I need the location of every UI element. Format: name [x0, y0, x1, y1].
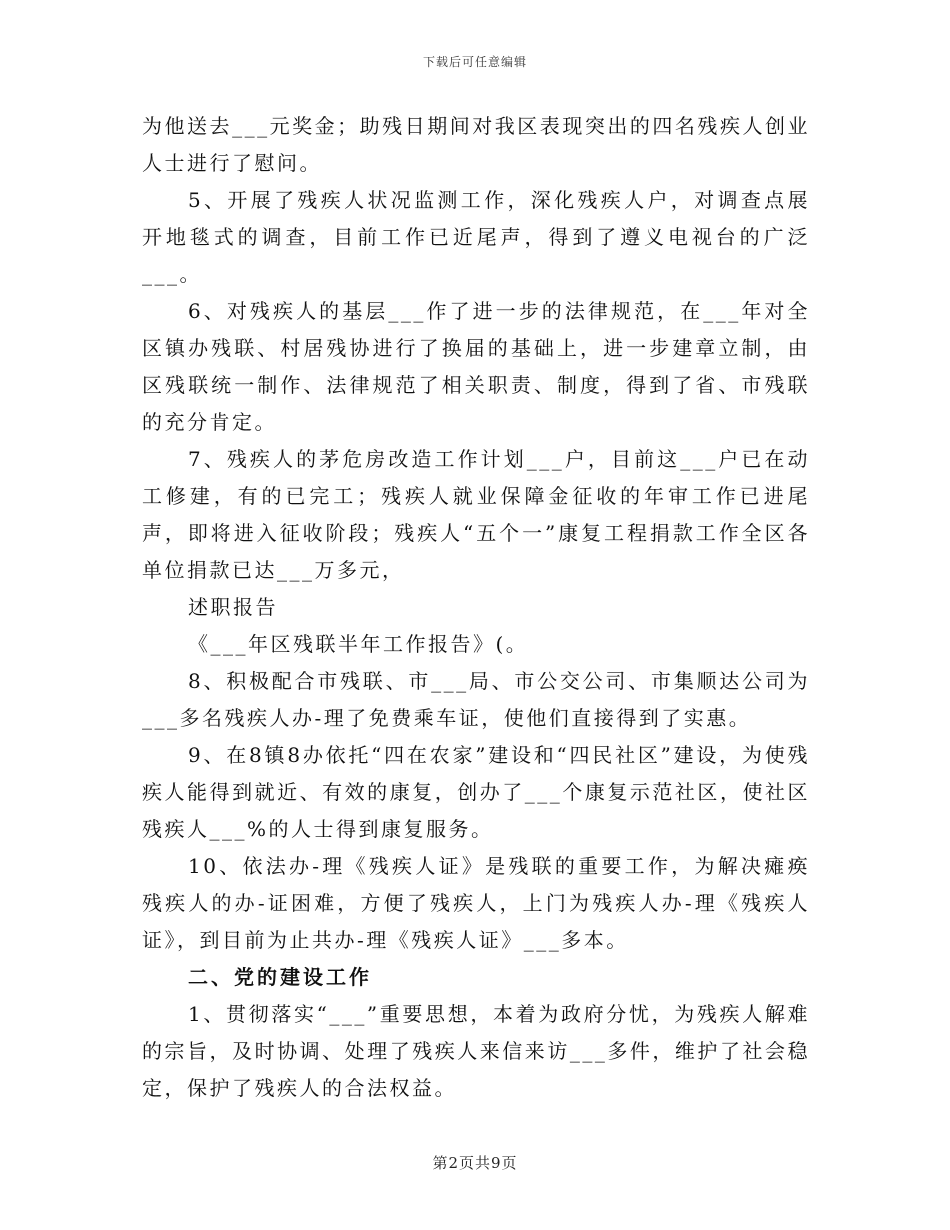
- paragraph-item-6: 6、对残疾人的基层___作了进一步的法律规范，在___年对全区镇办残联、村居残协进行了换届的基础上，进一步建章立制，由区残联统一制作、法律规范了相关职责、制度，得到了省、市残联的充分肯定。: [142, 299, 810, 434]
- paragraph-item-9: 9、在8镇8办依托“四在农家”建设和“四民社区”建设，为使残疾人能得到就近、有效的康复，创办了___个康复示范社区，使社区残疾人___%的人士得到康复服务。: [142, 743, 810, 841]
- section-heading-party-building: 二、党的建设工作: [188, 965, 372, 989]
- paragraph-item-10: 10、依法办-理《残疾人证》是残联的重要工作，为解决瘫痪残疾人的办-证困难，方便了残疾人，上门为残疾人办-理《残疾人证》，到目前为止共办-理《残疾人证》___多本。: [142, 854, 810, 952]
- page-footer: 第2页共9页: [432, 1154, 518, 1172]
- paragraph-report-label: 述职报告: [188, 595, 278, 619]
- paragraph-party-item-1: 1、贯彻落实“___”重要思想，本着为政府分忧，为残疾人解难的宗旨，及时协调、处理了残疾人来信来访___多件，维护了社会稳定，保护了残疾人的合法权益。: [142, 1002, 810, 1100]
- paragraph-item-8: 8、积极配合市残联、市___局、市公交公司、市集顺达公司为___多名残疾人办-理了免费乘车证，使他们直接得到了实惠。: [142, 669, 810, 730]
- paragraph-continuation: 为他送去___元奖金；助残日期间对我区表现突出的四名残疾人创业人士进行了慰问。: [142, 114, 810, 175]
- paragraph-item-5: 5、开展了残疾人状况监测工作，深化残疾人户，对调查点展开地毯式的调查，目前工作已近尾声，得到了遵义电视台的广泛___。: [142, 188, 810, 286]
- page-header: 下载后可任意编辑: [422, 55, 527, 69]
- paragraph-report-title: 《___年区残联半年工作报告》(。: [188, 632, 529, 656]
- document-body: [142, 108, 810, 1107]
- paragraph-item-7: 7、残疾人的茅危房改造工作计划___户，目前这___户已在动工修建，有的已完工；残疾人就业保障金征收的年审工作已进尾声，即将进入征收阶段；残疾人“五个一”康复工程捐款工作全区各单位捐款已达___万多元，: [142, 447, 810, 582]
